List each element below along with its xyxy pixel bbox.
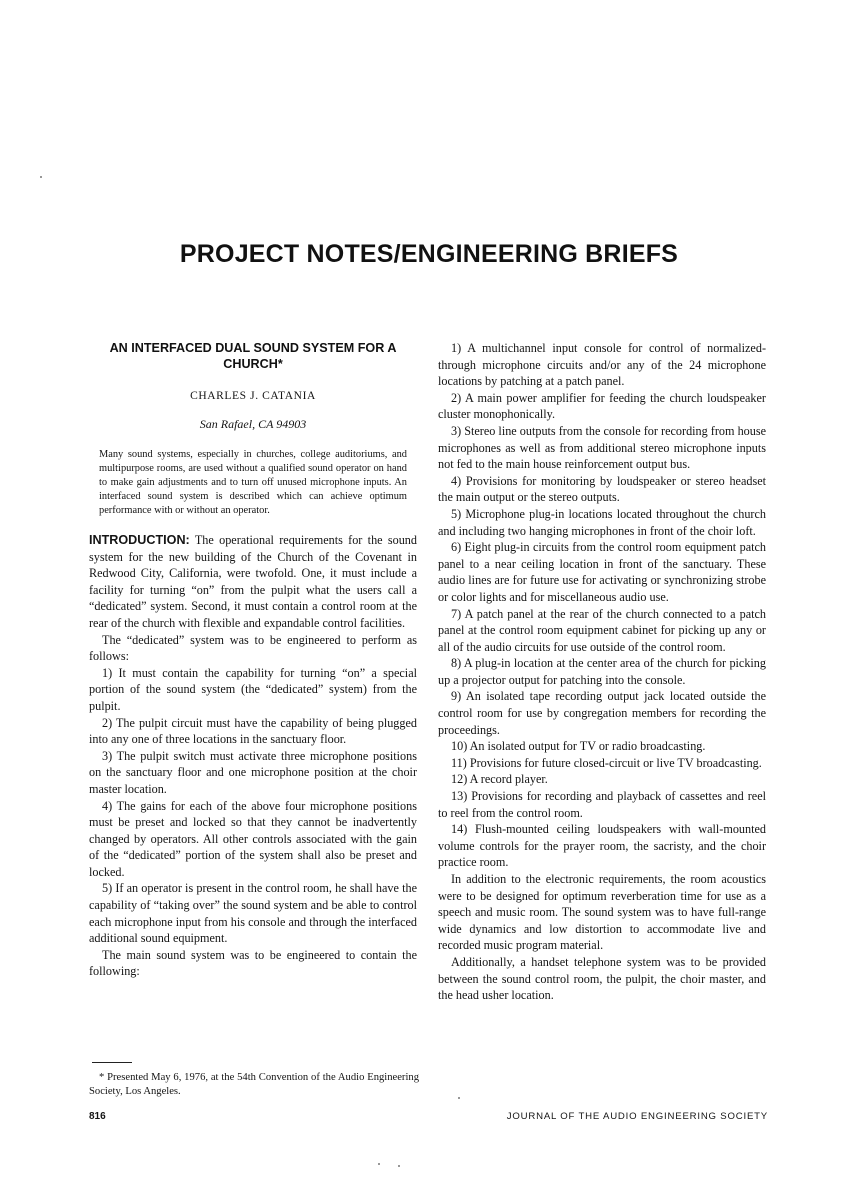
requirement-item: 9) An isolated tape recording output jack located outside the control room for use by congregation members for recording the proceedings. bbox=[438, 689, 766, 737]
body-paragraph: The main sound system was to be engineered to contain the following: bbox=[89, 947, 417, 979]
left-column bbox=[89, 340, 417, 980]
section-heading: PROJECT NOTES/ENGINEERING BRIEFS bbox=[179, 240, 679, 268]
requirement-item: 4) The gains for each of the above four microphone positions must be preset and locked so that they cannot be inadvertently changed by operators. All other controls associated with the gain of the “dedicated” portion of the system shall also be preset and locked. bbox=[89, 798, 417, 879]
journal-footer: JOURNAL OF THE AUDIO ENGINEERING SOCIETY bbox=[506, 1111, 768, 1122]
requirement-item: 13) Provisions for recording and playback of cassettes and reel to reel from the control room. bbox=[438, 789, 766, 820]
requirement-item: 3) The pulpit switch must activate three microphone positions on the sanctuary floor and one microphone position at the choir master location. bbox=[89, 748, 417, 796]
requirement-item: 2) A main power amplifier for feeding the church loudspeaker cluster monophonically. bbox=[438, 390, 766, 422]
scan-speck bbox=[378, 1163, 380, 1165]
author-name: CHARLES J. CATANIA bbox=[190, 390, 316, 402]
introduction-label: INTRODUCTION: bbox=[89, 533, 190, 547]
requirement-item: 1) It must contain the capability for turning “on” a special portion of the sound system (the “dedicated” system) from the pulpit. bbox=[89, 665, 417, 713]
footnote: * Presented May 6, 1976, at the 54th Convention of the Audio Engineering Society, Los Angeles. bbox=[89, 1072, 419, 1097]
scan-speck bbox=[458, 1097, 460, 1099]
introduction-paragraph bbox=[89, 532, 417, 632]
body-paragraph: The “dedicated” system was to be engineered to perform as follows: bbox=[89, 632, 417, 664]
right-column bbox=[438, 340, 766, 1004]
footnote-divider bbox=[92, 1062, 132, 1063]
requirement-item: 6) Eight plug-in circuits from the control room equipment patch panel to a near ceiling location in front of the sanctuary. These audio lines are for future use for activating or synchronizing strobe or color lights and for miscellaneous audio use. bbox=[438, 540, 766, 604]
author-affiliation: San Rafael, CA 94903 bbox=[199, 417, 307, 431]
scan-speck bbox=[398, 1165, 400, 1167]
requirement-item: 4) Provisions for monitoring by loudspeaker or stereo headset the main output or the stereo outputs. bbox=[438, 473, 766, 505]
page-number: 816 bbox=[89, 1111, 106, 1122]
scan-speck bbox=[40, 176, 42, 178]
requirement-item: 1) A multichannel input console for control of normalized-through microphone circuits and/or any of the 24 microphone locations by patching at a patch panel. bbox=[438, 341, 766, 389]
requirement-item: 3) Stereo line outputs from the console for recording from house microphones as well as from additional stereo microphone inputs not fed to the main house reinforcement output bus. bbox=[438, 423, 766, 472]
body-paragraph: In addition to the electronic requirements, the room acoustics were to be designed for optimum reverberation time for use as a speech and music room. The sound system was to have full-range wide dynamics and low distortion to accommodate live and recorded music program material. bbox=[438, 872, 766, 953]
requirement-item: 12) A record player. bbox=[451, 772, 548, 787]
requirement-item: 8) A plug-in location at the center area of the church for picking up a projector output for patching into the console. bbox=[438, 656, 766, 687]
requirement-item: 10) An isolated output for TV or radio broadcasting. bbox=[451, 739, 706, 754]
abstract: Many sound systems, especially in churches, college auditoriums, and multipurpose rooms, are used without a qualified sound operator on hand to make gain adjustments and to turn off unused microphone inputs. An interfaced sound system is described which can achieve optimum performance with or without an operator. bbox=[99, 449, 407, 516]
requirement-item: 2) The pulpit circuit must have the capability of being plugged into any one of three locations in the sanctuary floor. bbox=[89, 715, 417, 747]
requirement-item: 11) Provisions for future closed-circuit or live TV broadcasting. bbox=[451, 755, 762, 770]
requirement-item: 14) Flush-mounted ceiling loudspeakers with wall-mounted volume controls for the prayer room, the sacristy, and the choir practice room. bbox=[438, 822, 766, 870]
requirement-item: 7) A patch panel at the rear of the church connected to a patch panel at the control room equipment cabinet for picking up any or all of the audio circuits for use outside of the control room. bbox=[438, 606, 766, 654]
requirement-item: 5) Microphone plug-in locations located throughout the church and including two hanging microphones in front of the choir loft. bbox=[438, 506, 766, 538]
requirement-item: 5) If an operator is present in the control room, he shall have the capability of “taking over” the sound system and be able to control each microphone input from his console and through the interfaced additional sound equipment. bbox=[89, 881, 417, 946]
introduction-text: The operational requirements for the sound system for the new building of the Church of the Covenant in Redwood City, California, were twofold. One, it must include a facility for turning “on” from the pulpit what the users call a “dedicated” system. Second, it must contain a control room at the rear of the church with flexible and expandable control facilities. bbox=[89, 533, 417, 630]
article-title: AN INTERFACED DUAL SOUND SYSTEM FOR A CHURCH* bbox=[109, 341, 397, 371]
body-paragraph: Additionally, a handset telephone system was to be provided between the sound control room, the pulpit, the choir master, and the head usher location. bbox=[438, 954, 766, 1003]
